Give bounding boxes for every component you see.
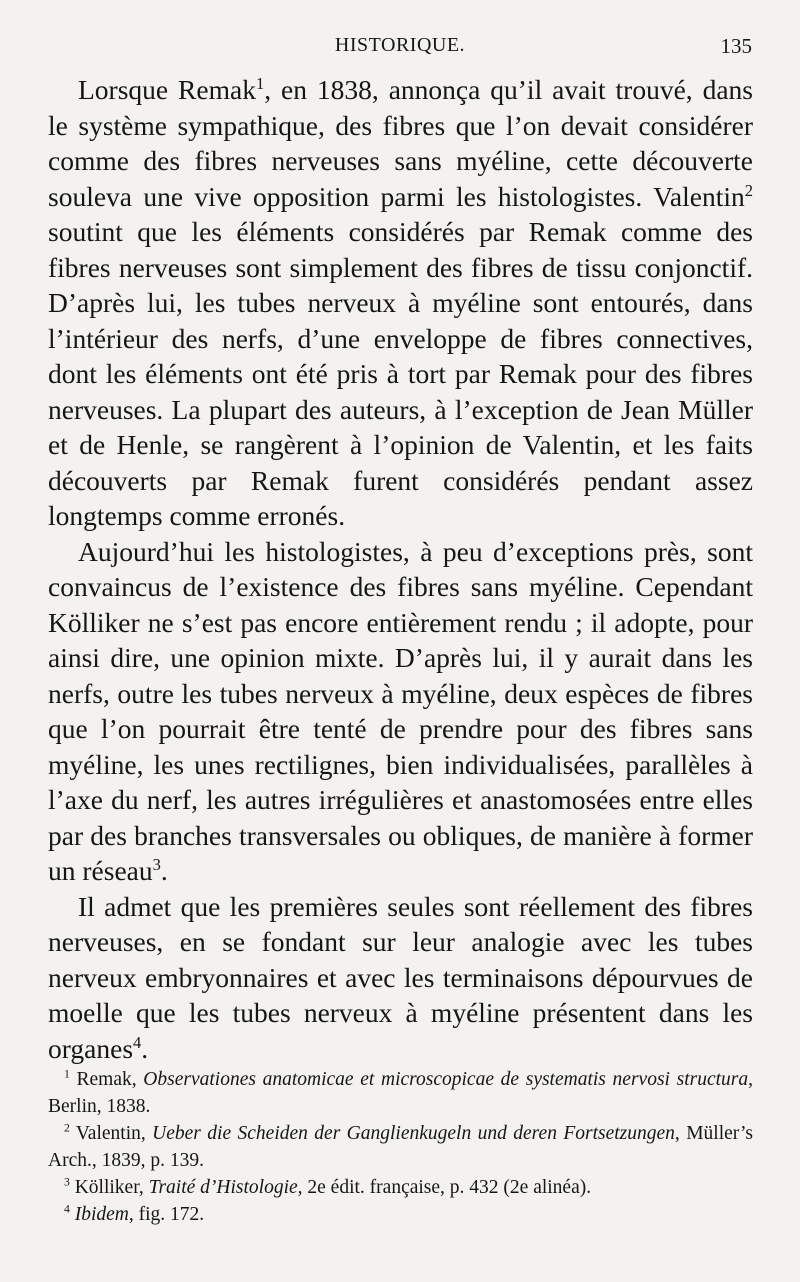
text-run: . <box>141 1032 149 1064</box>
running-title: HISTORIQUE. <box>334 34 466 56</box>
footnotes <box>48 1066 753 1228</box>
footnote-number: 4 <box>64 1202 70 1216</box>
paragraph <box>48 534 753 889</box>
footnote <box>48 1174 753 1201</box>
footnote-details: , Berlin, 1838. <box>48 1069 754 1117</box>
text-run: . <box>160 855 168 886</box>
footnote-title: Observationes anatomicae et microscopicae de systematis nervosi structura <box>143 1069 749 1090</box>
footnote <box>48 1066 753 1120</box>
footnote <box>48 1120 753 1174</box>
running-head <box>0 34 800 62</box>
footnote-ref: 4 <box>133 1032 142 1052</box>
footnote-author: Valentin, <box>75 1123 153 1144</box>
footnote <box>48 1201 753 1228</box>
footnote-ref: 2 <box>744 180 753 200</box>
footnote-details: , fig. 172. <box>128 1204 205 1225</box>
footnote-title: Traité d’Histologie <box>148 1177 298 1198</box>
footnote-author: Kölliker, <box>74 1177 149 1198</box>
footnote-details: , Müller’s Arch., 1839, p. 139. <box>48 1123 753 1171</box>
footnote-title: Ueber die Scheiden der Ganglienkugeln und deren Fortsetzungen <box>152 1123 675 1144</box>
footnote-ref: 3 <box>152 854 161 874</box>
page-number: 135 <box>720 34 752 58</box>
footnote-number: 1 <box>64 1067 70 1081</box>
paragraph <box>48 72 753 534</box>
text-run: Il admet que les premières seules sont réellement des fibres nerveuses, en se fondant sur leur analogie avec les tubes nerveux embryonnaires et avec les terminaisons dépourvues de moelle que les tubes nerveux à myéline présentent dans les organes <box>48 890 753 1064</box>
text-run: Lorsque Remak <box>78 74 256 105</box>
body-text <box>48 72 753 1066</box>
footnote-title: Ibidem <box>74 1204 129 1225</box>
text-run: soutint que les éléments considérés par Remak comme des fibres nerveuses sont simplement des fibres de tissu conjonctif. D’après lui, les tubes nerveux à myéline sont entourés, dans l’intérieur des nerfs, d’une enveloppe de fibres connectives, dont les éléments ont été pris à tort par Remak pour des fibres nerveuses. La plupart des auteurs, à l’exception de Jean Müller et de Henle, se rangèrent à l’opinion de Valentin, et les faits découverts par Remak furent considérés pendant assez longtemps comme erronés. <box>48 216 753 531</box>
footnote-author: Remak, <box>76 1069 144 1090</box>
footnote-number: 2 <box>64 1121 70 1135</box>
text-run: , en 1838, annonça qu’il avait trouvé, dans le système sympathique, des fibres que l’on devait considérer comme des fibres nerveuses sans myéline, cette découverte souleva une vive opposition parmi les histologistes. Valentin <box>48 74 753 212</box>
footnote-ref: 1 <box>255 73 265 93</box>
paragraph <box>48 889 753 1067</box>
footnote-number: 3 <box>64 1175 70 1189</box>
text-run: Aujourd’hui les histologistes, à peu d’exceptions près, sont convaincus de l’existence des fibres sans myéline. Cependant Kölliker ne s’est pas encore entièrement rendu ; il adopte, pour ainsi dire, une opinion mixte. D’après lui, il y aurait dans les nerfs, outre les tubes nerveux à myéline, deux espèces de fibres que l’on pourrait être tenté de prendre pour des fibres sans myéline, les unes rectilignes, bien individualisées, parallèles à l’axe du nerf, les autres irrégulières et anastomosées entre elles par des branches transversales ou obliques, de manière à former un réseau <box>48 535 753 886</box>
footnote-details: , 2e édit. française, p. 432 (2e alinéa). <box>297 1177 592 1198</box>
